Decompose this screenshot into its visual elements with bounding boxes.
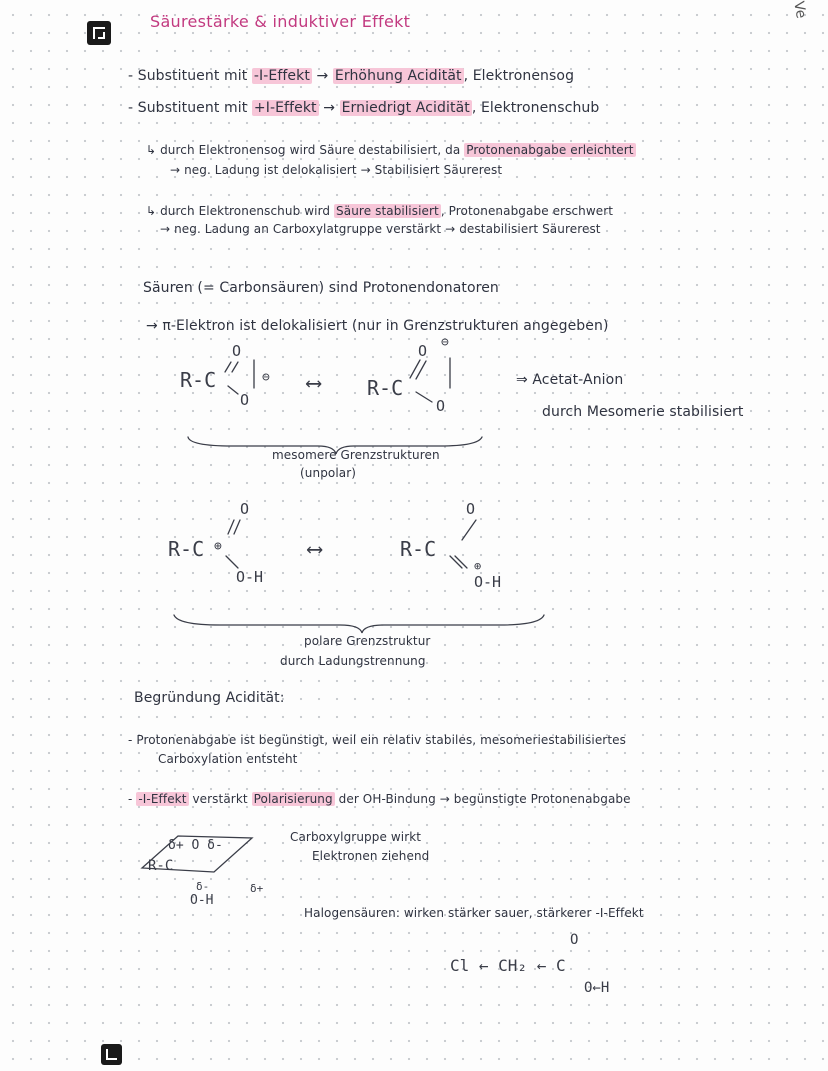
formula-o-bottom-2: O: [436, 397, 446, 415]
formula-oh-3: O-H: [236, 568, 264, 586]
note-acetat-anion: ⇒ Acetat-Anion: [516, 372, 624, 388]
note-line-substituent-plus-i: - Substituent mit +I-Effekt → Erniedrigt Acidität , Elektronenschub: [128, 100, 600, 116]
note-line-carboxylation: Carboxylation entsteht: [158, 752, 298, 766]
label-polare-grenzstruktur: polare Grenzstruktur: [304, 634, 431, 648]
formula-r-c-4: R-C: [400, 537, 437, 561]
note-heading-begruendung: Begründung Acidität:: [134, 690, 285, 706]
label-ladungstrennung: durch Ladungstrennung: [280, 654, 426, 668]
note-heading-protonendonatoren: Säuren (= Carbonsäuren) sind Protonendonatoren: [143, 280, 499, 296]
resonance-arrow-2: ⟷: [308, 537, 322, 562]
note-line-elektronensog: ↳ durch Elektronensog wird Säure destabilisiert, da Protonenabgabe erleichtert: [146, 143, 634, 157]
formula-delta-plus: δ+: [250, 882, 264, 895]
app-logo-icon: [101, 1044, 122, 1065]
note-line-delokalisiert: → neg. Ladung ist delokalisiert → Stabilisiert Säurerest: [170, 163, 503, 177]
formula-charge-1: ⊖: [262, 370, 270, 385]
note-line-substituent-minus-i: - Substituent mit -I-Effekt → Erhöhung Acidität , Elektronensog: [128, 68, 575, 84]
formula-delta-oh: O-H: [190, 893, 214, 908]
formula-o-top-4: O: [466, 500, 476, 518]
note-carboxylgruppe: Carboxylgruppe wirkt: [290, 830, 422, 844]
formula-o-top-1: O: [232, 342, 242, 360]
note-line-elektronenschub: ↳ durch Elektronenschub wird Säure stabilisiert , Protonenabgabe erschwert: [146, 204, 614, 218]
formula-o-top-3: O: [240, 500, 250, 518]
formula-o-top-2: O: [418, 342, 428, 360]
note-halogensaeuren: Halogensäuren: wirken stärker sauer, stärkerer -I-Effekt: [304, 906, 644, 920]
label-unpolar: (unpolar): [300, 466, 357, 480]
formula-halogen-chain: Cl ← CH₂ ← C: [450, 956, 566, 975]
formula-r-c-2: R-C: [367, 376, 404, 400]
formula-halogen-oh: O←H: [584, 980, 610, 996]
label-mesomere-grenzstrukturen: mesomere Grenzstrukturen: [272, 448, 440, 462]
formula-halogen-o: O: [570, 932, 579, 948]
note-line-pi-elektron: → π-Elektron ist delokalisiert (nur in Grenzstrukturen angegeben): [146, 318, 609, 334]
formula-plus-3: ⊕: [214, 539, 222, 554]
formula-plus-4: ⊕: [474, 559, 482, 573]
note-line-carboxylatgruppe: → neg. Ladung an Carboxylatgruppe verstärkt → destabilisiert Säurerest: [160, 222, 601, 236]
formula-o-bottom-1: O: [240, 391, 250, 409]
formula-delta-top: δ+ O δ-: [168, 838, 223, 853]
note-elektronen-ziehend: Elektronen ziehend: [312, 849, 430, 863]
note-mesomerie-stabilisiert: durch Mesomerie stabilisiert: [542, 404, 744, 420]
formula-oh-4: O-H: [474, 573, 502, 591]
note-line-polarisierung: - -I-Effekt verstärkt Polarisierung der OH-Bindung → begünstigte Protonenabgabe: [128, 792, 631, 806]
formula-delta-minus: δ-: [196, 880, 210, 893]
app-logo-icon: [87, 21, 111, 45]
page-title: Säurestärke & induktiver Effekt: [150, 12, 411, 31]
corner-mark: Ve: [790, 0, 809, 20]
note-line-protonenabgabe: - Protonenabgabe ist begünstigt, weil ein relativ stabiles, mesomeriestabilisiertes: [128, 733, 626, 747]
formula-r-c-1: R-C: [180, 368, 217, 392]
formula-r-c-3: R-C: [168, 537, 205, 561]
formula-charge-2: ⊖: [441, 335, 449, 350]
formula-delta-r-c: R-C: [148, 858, 174, 874]
resonance-arrow-1: ⟷: [307, 371, 321, 396]
